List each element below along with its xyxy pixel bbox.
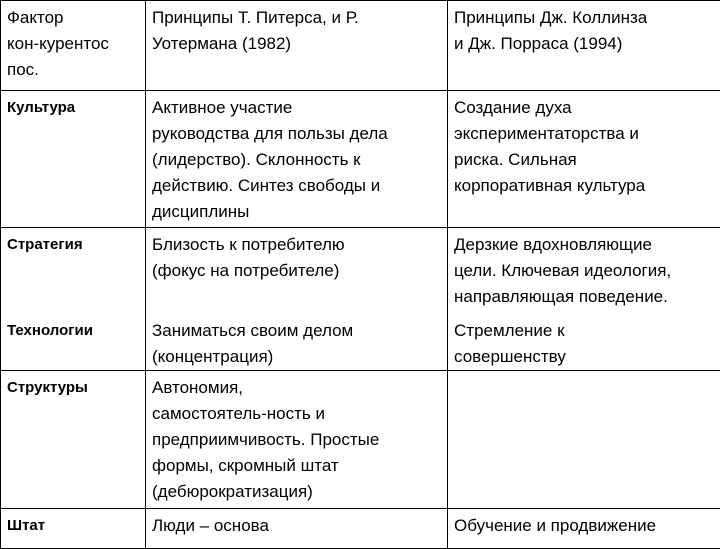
peters-staff: Люди – основа [146,508,448,548]
header-collins-porras: Принципы Дж. Коллинза и Дж. Порраса (1994) [448,1,720,91]
factor-culture: Культура [1,91,146,228]
collins-strategy: Дерзкие вдохновляющие цели. Ключевая идеология, направляющая поведение. [448,228,720,314]
table-row [1,314,720,371]
table-row [1,508,720,548]
header-peters-waterman: Принципы Т. Питерса, и Р. Уотермана (1982) [146,1,448,91]
peters-culture: Активное участие руководства для пользы дела (лидерство). Склонность к действию. Синтез свободы и дисциплины [146,91,448,228]
collins-technology: Стремление к совершенству [448,314,720,371]
collins-staff: Обучение и продвижение [448,508,720,548]
factor-strategy: Стратегия [1,228,146,314]
peters-structures: Автономия, самостоятель-ность и предприимчивость. Простые формы, скромный штат (дебюрократизация) [146,370,448,508]
header-row [1,1,720,91]
collins-structures [448,370,720,508]
peters-strategy: Близость к потребителю (фокус на потребителе) [146,228,448,314]
table-row [1,91,720,228]
table-row [1,370,720,508]
collins-culture: Создание духа экспериментаторства и риска. Сильная корпоративная культура [448,91,720,228]
factor-staff: Штат [1,508,146,548]
factor-structures: Структуры [1,370,146,508]
table-row [1,228,720,314]
header-factor: Фактор кон-курентос пос. [1,1,146,91]
factor-technology: Технологии [1,314,146,371]
peters-technology: Заниматься своим делом (концентрация) [146,314,448,371]
